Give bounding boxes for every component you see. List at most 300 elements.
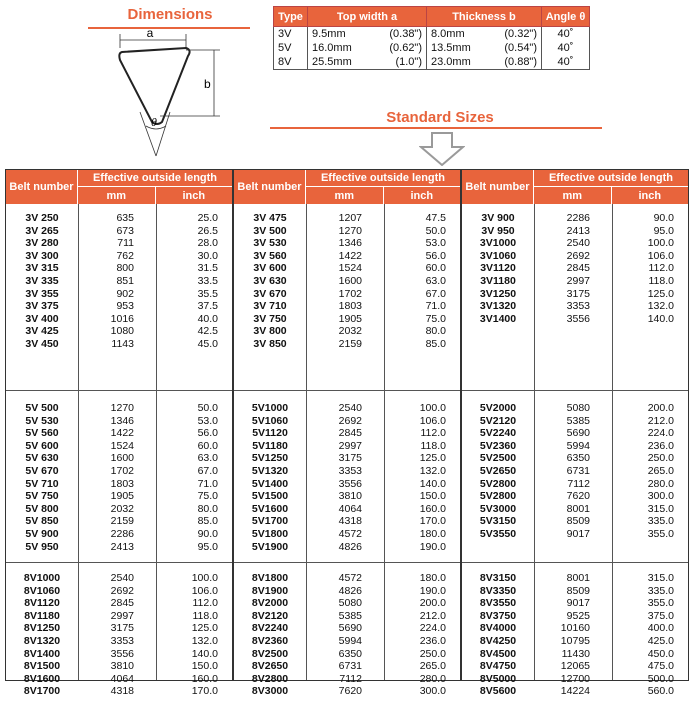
header-angle: Angle θ (542, 7, 590, 27)
length-inch: 300.0 (647, 490, 674, 503)
table-row (234, 572, 460, 585)
length-inch: 132.0 (419, 464, 446, 477)
size-group (462, 402, 688, 541)
length-mm: 762 (116, 249, 134, 262)
length-inch: 37.5 (197, 300, 218, 313)
belt-number: 8V3000 (251, 685, 289, 698)
table-row (234, 610, 460, 623)
belt-number: 5V3150 (479, 515, 517, 528)
table-row (6, 572, 232, 585)
length-mm: 1016 (110, 312, 134, 325)
dim-type: 8V (274, 55, 308, 70)
belt-number: 5V 530 (25, 414, 59, 427)
table-row (462, 503, 688, 516)
length-inch: 170.0 (191, 685, 218, 698)
header-mm: mm (78, 187, 156, 204)
table-row (6, 415, 232, 428)
length-mm: 9017 (566, 597, 590, 610)
length-mm: 2692 (566, 249, 590, 262)
length-inch: 236.0 (419, 634, 446, 647)
length-inch: 26.5 (197, 224, 218, 237)
table-row (234, 262, 460, 275)
belt-number: 5V1500 (251, 490, 289, 503)
table-row (462, 452, 688, 465)
length-inch: 53.0 (197, 414, 218, 427)
table-row (6, 225, 232, 238)
table-row (462, 635, 688, 648)
table-row (234, 415, 460, 428)
belt-number: 8V1700 (23, 685, 61, 698)
table-row (462, 250, 688, 263)
belt-number: 3V 375 (25, 300, 59, 313)
dim-top-width (308, 55, 427, 70)
length-inch: 100.0 (647, 237, 674, 250)
belt-number: 5V1000 (251, 402, 289, 414)
length-inch: 90.0 (653, 212, 674, 224)
length-mm: 5690 (338, 622, 362, 635)
thickness-inch: (0.32") (504, 28, 537, 40)
belt-number: 5V2120 (479, 414, 517, 427)
length-mm: 6350 (338, 647, 362, 660)
length-inch: 80.0 (425, 325, 446, 338)
length-inch: 75.0 (425, 312, 446, 325)
length-mm: 12700 (560, 672, 590, 685)
table-row (234, 225, 460, 238)
length-inch: 200.0 (647, 402, 674, 414)
length-mm: 1905 (110, 490, 134, 503)
length-mm: 7112 (567, 477, 590, 490)
table-row (6, 478, 232, 491)
length-mm: 8001 (566, 572, 590, 584)
belt-number: 3V 560 (253, 249, 287, 262)
belt-number: 5V1400 (251, 477, 289, 490)
belt-number: 5V2500 (479, 452, 517, 465)
length-mm: 1422 (110, 427, 134, 440)
belt-number: 8V1180 (24, 609, 60, 622)
table-row (6, 503, 232, 516)
length-mm: 5080 (566, 402, 590, 414)
belt-number: 8V1000 (23, 572, 61, 584)
length-inch: 80.0 (197, 502, 218, 515)
belt-number: 8V5600 (479, 685, 517, 698)
belt-number: 5V 800 (25, 502, 59, 515)
length-mm: 5690 (566, 427, 590, 440)
length-inch: 75.0 (197, 490, 218, 503)
length-mm: 902 (116, 287, 134, 300)
length-mm: 1905 (338, 312, 362, 325)
top-width-inch: (0.38") (389, 28, 422, 40)
length-inch: 125.0 (191, 622, 218, 635)
length-inch: 31.5 (197, 262, 218, 275)
belt-number: 5V1180 (252, 439, 288, 452)
length-inch: 190.0 (419, 540, 446, 553)
top-width-inch: (1.0") (395, 56, 422, 68)
belt-number: 3V 900 (481, 212, 515, 224)
table-row (234, 685, 460, 698)
length-mm: 2692 (110, 584, 134, 597)
belt-number: 5V 710 (25, 477, 59, 490)
length-mm: 5385 (338, 609, 362, 622)
length-mm: 8509 (566, 584, 590, 597)
length-mm: 4572 (338, 527, 362, 540)
belt-number: 8V3150 (479, 572, 517, 584)
length-inch: 125.0 (419, 452, 446, 465)
table-row (462, 288, 688, 301)
belt-number: 3V 400 (25, 312, 59, 325)
table-row (234, 528, 460, 541)
size-group (6, 212, 232, 351)
size-group (234, 402, 460, 553)
length-mm: 5994 (338, 634, 362, 647)
length-inch: 224.0 (647, 427, 674, 440)
size-table-header (6, 170, 232, 204)
length-mm: 4318 (110, 685, 134, 698)
size-table-body (234, 204, 460, 698)
table-row (234, 250, 460, 263)
table-row (6, 673, 232, 686)
belt-number: 3V 710 (253, 300, 287, 313)
length-inch: 60.0 (197, 439, 218, 452)
length-inch: 118.0 (420, 439, 446, 452)
header-effective-length: Effective outside length (534, 170, 688, 187)
size-group (462, 212, 688, 325)
length-mm: 7620 (338, 685, 362, 698)
belt-number: 8V1800 (251, 572, 289, 584)
header-thickness: Thickness b (427, 7, 542, 27)
length-inch: 28.0 (197, 237, 218, 250)
length-inch: 160.0 (419, 502, 446, 515)
size-table-header (234, 170, 460, 204)
belt-number: 3V 800 (253, 325, 287, 338)
length-inch: 106.0 (191, 584, 218, 597)
table-row (6, 262, 232, 275)
length-inch: 85.0 (425, 337, 446, 350)
length-inch: 355.0 (647, 527, 674, 540)
dimension-table (273, 6, 590, 70)
length-mm: 12065 (560, 660, 590, 673)
length-inch: 280.0 (419, 672, 446, 685)
length-inch: 25.0 (197, 212, 218, 224)
dim-type: 3V (274, 27, 308, 42)
table-row (462, 402, 688, 415)
dim-angle: 40˚ (542, 41, 590, 55)
table-row (462, 673, 688, 686)
header-belt-number: Belt number (6, 170, 78, 204)
belt-number: 5V2800 (479, 477, 517, 490)
belt-number: 8V3550 (479, 597, 517, 610)
dimension-table-header (274, 7, 590, 27)
table-row (234, 541, 460, 554)
table-row (462, 515, 688, 528)
length-inch: 67.0 (425, 287, 446, 300)
table-row (462, 685, 688, 698)
belt-number: 5V2360 (479, 439, 517, 452)
label-a: a (146, 26, 154, 40)
header-belt-number: Belt number (234, 170, 306, 204)
length-inch: 85.0 (197, 515, 218, 528)
table-row (6, 300, 232, 313)
length-mm: 1143 (111, 337, 134, 350)
length-mm: 2413 (110, 540, 134, 553)
length-inch: 33.5 (197, 274, 218, 287)
table-row (234, 452, 460, 465)
table-row (6, 660, 232, 673)
length-inch: 125.0 (647, 287, 674, 300)
belt-number: 8V2240 (251, 622, 289, 635)
table-row (462, 572, 688, 585)
belt-number: 8V1500 (23, 660, 61, 673)
size-group (462, 572, 688, 698)
length-mm: 2032 (338, 325, 362, 338)
top-width-inch: (0.62") (389, 42, 422, 54)
belt-number: 3V 475 (253, 212, 287, 224)
table-row (6, 528, 232, 541)
length-mm: 2032 (110, 502, 134, 515)
length-inch: 100.0 (191, 572, 218, 584)
dim-angle: 40˚ (542, 27, 590, 42)
table-row (234, 440, 460, 453)
belt-number: 5V 750 (25, 490, 59, 503)
belt-number: 8V1400 (23, 647, 61, 660)
header-mm: mm (534, 187, 612, 204)
table-row (462, 415, 688, 428)
thickness-inch: (0.88") (504, 56, 537, 68)
length-mm: 851 (116, 274, 134, 287)
length-mm: 7112 (339, 672, 362, 685)
length-mm: 10795 (560, 634, 590, 647)
belt-number: 5V3550 (479, 527, 517, 540)
thickness-mm: 8.0mm (431, 28, 465, 40)
table-row (462, 610, 688, 623)
length-inch: 95.0 (653, 224, 674, 237)
length-mm: 1803 (110, 477, 134, 490)
length-mm: 2845 (566, 262, 590, 275)
length-inch: 560.0 (647, 685, 674, 698)
top-width-mm: 25.5mm (312, 56, 352, 68)
length-inch: 224.0 (419, 622, 446, 635)
length-inch: 300.0 (419, 685, 446, 698)
length-inch: 42.5 (197, 325, 218, 338)
length-inch: 53.0 (425, 237, 446, 250)
table-row (462, 490, 688, 503)
table-row (234, 673, 460, 686)
table-row (6, 275, 232, 288)
length-mm: 4572 (338, 572, 362, 584)
length-inch: 132.0 (191, 634, 218, 647)
length-inch: 170.0 (419, 515, 446, 528)
dimension-row (274, 27, 590, 42)
belt-number: 3V 670 (253, 287, 287, 300)
table-row (6, 685, 232, 698)
belt-number: 8V2360 (251, 634, 289, 647)
belt-number: 8V1320 (23, 634, 61, 647)
length-inch: 236.0 (647, 439, 674, 452)
table-row (6, 515, 232, 528)
standard-sizes-title: Standard Sizes (386, 109, 494, 126)
table-row (6, 237, 232, 250)
belt-number: 5V1060 (251, 414, 289, 427)
table-row (234, 515, 460, 528)
length-mm: 2997 (110, 609, 134, 622)
label-theta: θ (151, 115, 157, 129)
belt-number: 3V 450 (25, 337, 59, 350)
table-row (234, 288, 460, 301)
length-inch: 190.0 (419, 584, 446, 597)
belt-number: 8V1900 (251, 584, 289, 597)
table-row (6, 635, 232, 648)
length-inch: 335.0 (647, 515, 674, 528)
length-inch: 265.0 (647, 464, 674, 477)
length-mm: 1346 (338, 237, 362, 250)
table-row (462, 225, 688, 238)
length-mm: 953 (116, 300, 134, 313)
table-row (6, 541, 232, 554)
belt-number: 3V 630 (253, 274, 287, 287)
table-row (6, 212, 232, 225)
table-row (462, 275, 688, 288)
size-group (234, 212, 460, 351)
length-mm: 1702 (110, 464, 134, 477)
length-mm: 8001 (566, 502, 590, 515)
length-mm: 2159 (338, 337, 362, 350)
length-mm: 1422 (338, 249, 362, 262)
belt-number: 3V 850 (253, 337, 287, 350)
belt-number: 3V 315 (25, 262, 59, 275)
length-mm: 1702 (338, 287, 362, 300)
table-row (462, 212, 688, 225)
length-mm: 1346 (110, 414, 134, 427)
length-inch: 375.0 (647, 609, 674, 622)
length-mm: 2997 (566, 274, 590, 287)
header-type: Type (274, 7, 308, 27)
belt-number: 8V1120 (24, 597, 60, 610)
table-row (234, 478, 460, 491)
label-b: b (204, 77, 211, 91)
length-inch: 180.0 (419, 527, 446, 540)
standard-size-table-3 (461, 169, 689, 698)
length-mm: 4826 (338, 584, 362, 597)
dim-top-width (308, 41, 427, 55)
length-mm: 4064 (338, 502, 362, 515)
length-inch: 45.0 (197, 337, 218, 350)
length-inch: 71.0 (197, 477, 218, 490)
length-inch: 50.0 (425, 224, 446, 237)
length-inch: 475.0 (647, 660, 674, 673)
belt-number: 8V1600 (23, 672, 61, 685)
length-mm: 635 (116, 212, 134, 224)
size-group (234, 572, 460, 698)
length-mm: 11430 (561, 647, 590, 660)
length-mm: 8509 (566, 515, 590, 528)
belt-number: 5V 900 (25, 527, 59, 540)
belt-number: 3V 280 (25, 237, 59, 250)
table-row (6, 610, 232, 623)
length-mm: 711 (117, 237, 134, 250)
table-row (6, 597, 232, 610)
length-mm: 800 (116, 262, 134, 275)
belt-number: 5V1250 (251, 452, 289, 465)
length-mm: 2413 (566, 224, 590, 237)
length-inch: 90.0 (197, 527, 218, 540)
table-row (234, 212, 460, 225)
table-row (462, 237, 688, 250)
length-inch: 315.0 (647, 572, 674, 584)
belt-number: 3V 425 (25, 325, 59, 338)
size-group (6, 402, 232, 553)
length-mm: 1524 (110, 439, 134, 452)
table-row (234, 402, 460, 415)
length-inch: 50.0 (197, 402, 218, 414)
length-inch: 47.5 (425, 212, 446, 224)
length-mm: 4826 (338, 540, 362, 553)
table-row (462, 597, 688, 610)
length-inch: 180.0 (419, 572, 446, 584)
table-row (6, 440, 232, 453)
belt-number: 5V 850 (25, 515, 59, 528)
table-row (6, 402, 232, 415)
belt-number: 5V2240 (479, 427, 517, 440)
belt-number: 8V2000 (251, 597, 289, 610)
length-mm: 3353 (338, 464, 362, 477)
belt-number: 3V1400 (479, 312, 517, 325)
length-inch: 140.0 (419, 477, 446, 490)
length-inch: 118.0 (192, 609, 218, 622)
length-mm: 1207 (338, 212, 362, 224)
standard-sizes-title-rule (270, 127, 602, 129)
length-mm: 2845 (110, 597, 134, 610)
table-row (234, 648, 460, 661)
belt-number: 3V 950 (481, 224, 515, 237)
length-inch: 56.0 (425, 249, 446, 262)
belt-number: 8V4000 (479, 622, 517, 635)
length-inch: 67.0 (197, 464, 218, 477)
header-inch: inch (410, 189, 434, 202)
length-inch: 35.5 (197, 287, 218, 300)
header-effective-length: Effective outside length (78, 170, 232, 187)
thickness-mm: 13.5mm (431, 42, 471, 54)
size-table-body (6, 204, 232, 698)
belt-number: 8V3350 (479, 584, 517, 597)
belt-number: 8V4750 (479, 660, 517, 673)
table-row (234, 325, 460, 338)
length-mm: 3556 (110, 647, 134, 660)
table-row (234, 275, 460, 288)
top-width-mm: 9.5mm (312, 28, 346, 40)
length-inch: 335.0 (647, 584, 674, 597)
length-inch: 63.0 (425, 274, 446, 287)
down-arrow-icon (419, 132, 465, 166)
length-inch: 63.0 (197, 452, 218, 465)
length-inch: 118.0 (648, 274, 674, 287)
length-inch: 280.0 (647, 477, 674, 490)
length-mm: 9017 (566, 527, 590, 540)
length-inch: 140.0 (191, 647, 218, 660)
belt-number: 5V1320 (251, 464, 289, 477)
belt-number: 3V 355 (25, 287, 59, 300)
length-mm: 7620 (566, 490, 590, 503)
table-row (462, 622, 688, 635)
length-mm: 3556 (338, 477, 362, 490)
length-inch: 212.0 (647, 414, 674, 427)
length-inch: 95.0 (197, 540, 218, 553)
table-row (234, 300, 460, 313)
length-inch: 132.0 (647, 300, 674, 313)
thickness-inch: (0.54") (504, 42, 537, 54)
dimension-row (274, 55, 590, 70)
length-mm: 2286 (110, 527, 134, 540)
table-row (6, 427, 232, 440)
size-table-header (462, 170, 688, 204)
